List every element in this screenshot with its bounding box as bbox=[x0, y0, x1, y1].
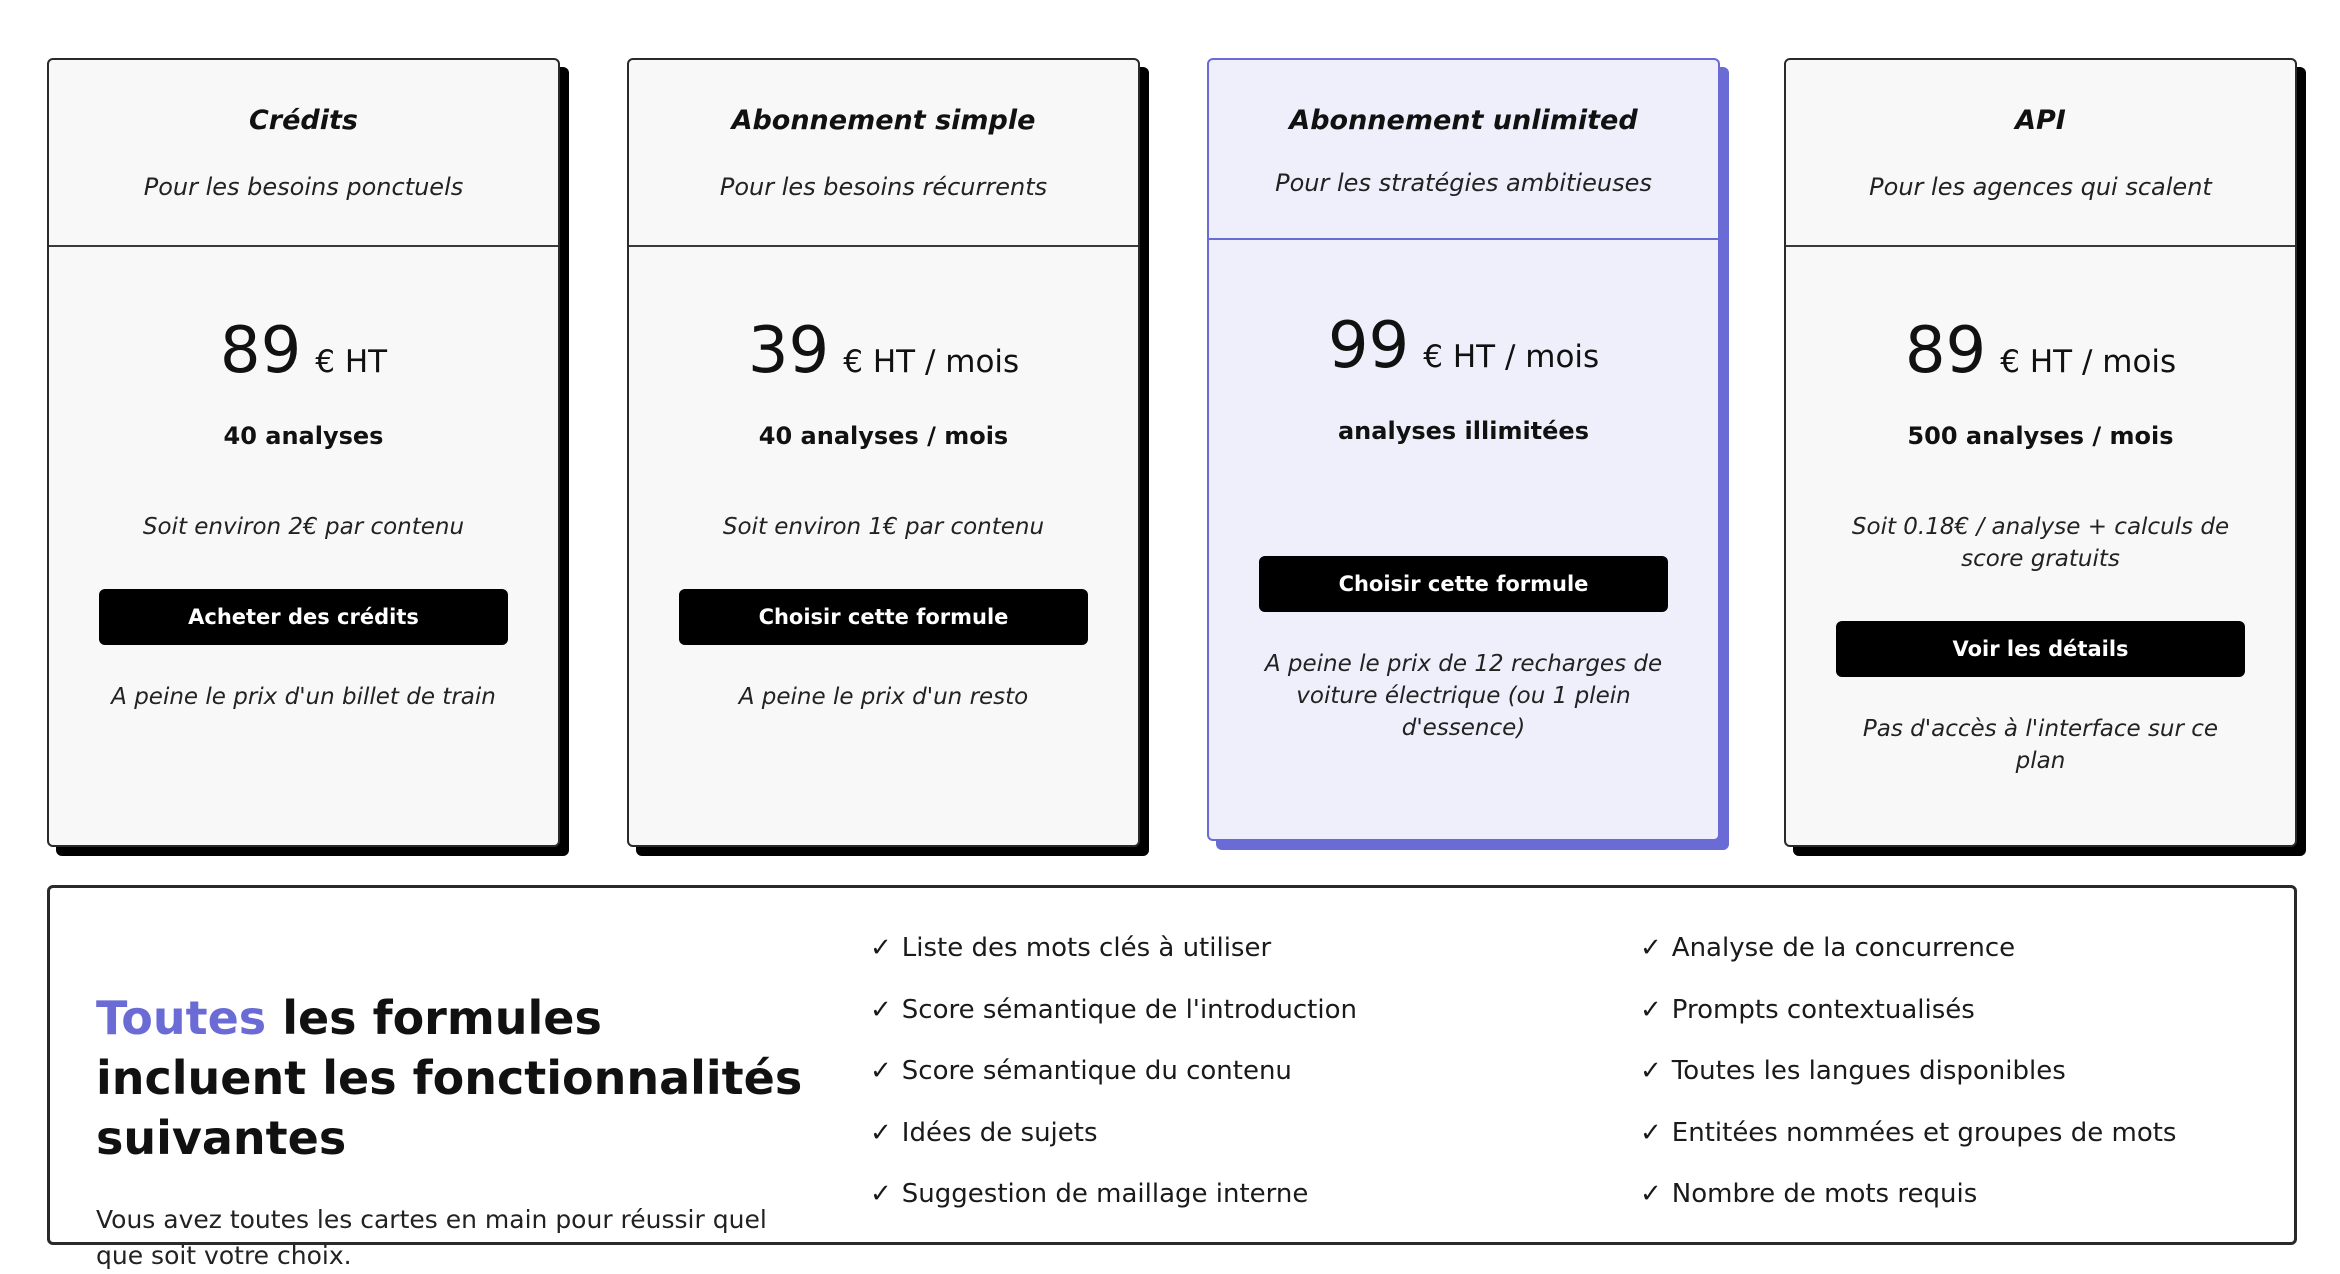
feature-label: Nombre de mots requis bbox=[1671, 1179, 1978, 1209]
feature-item bbox=[870, 1055, 1357, 1117]
plan-card-header bbox=[1786, 60, 2295, 247]
features-heading-accent: Toutes bbox=[96, 991, 267, 1045]
feature-item bbox=[1640, 1055, 2176, 1117]
feature-label: Score sémantique de l'introduction bbox=[901, 994, 1357, 1025]
plan-per-content: Soit environ 1€ par contenu bbox=[722, 514, 1045, 540]
price-amount: 89 bbox=[219, 314, 302, 388]
check-icon: ✓ bbox=[870, 994, 892, 1025]
feature-item bbox=[870, 1178, 1357, 1240]
price-amount: 89 bbox=[1904, 314, 1987, 388]
price-unit: € HT / mois bbox=[1423, 339, 1600, 375]
plan-price bbox=[1905, 315, 2176, 387]
buy-credits-button[interactable]: Acheter des crédits bbox=[99, 589, 508, 645]
features-list-right bbox=[1640, 932, 2176, 1240]
plan-card-unlimited bbox=[1207, 58, 1720, 841]
check-icon: ✓ bbox=[1640, 1179, 1662, 1209]
feature-item bbox=[1640, 1117, 2176, 1179]
choose-simple-plan-button[interactable]: Choisir cette formule bbox=[679, 589, 1088, 645]
plan-card-api bbox=[1784, 58, 2297, 847]
plan-subtitle: Pour les agences qui scalent bbox=[1869, 173, 2212, 201]
feature-label: Score sémantique du contenu bbox=[901, 1056, 1292, 1086]
feature-label: Entitées nommées et groupes de mots bbox=[1671, 1117, 2177, 1148]
check-icon: ✓ bbox=[1640, 1117, 1662, 1148]
plan-card-header bbox=[49, 60, 558, 247]
features-list-left bbox=[870, 932, 1357, 1240]
feature-label: Suggestion de maillage interne bbox=[901, 1179, 1309, 1209]
plan-card-simple bbox=[627, 58, 1140, 847]
plan-volume: 500 analyses / mois bbox=[1907, 422, 2174, 450]
plan-title: API bbox=[2015, 105, 2066, 136]
plan-footnote: Pas d'accès à l'interface sur ce plan bbox=[1862, 716, 2219, 774]
pricing-cards bbox=[47, 58, 2297, 847]
plan-price bbox=[220, 315, 387, 387]
plan-footnote: A peine le prix de 12 recharges de voiture électrique (ou 1 plein d'essence) bbox=[1264, 651, 1663, 741]
price-unit: € HT / mois bbox=[2000, 344, 2177, 380]
view-details-button[interactable]: Voir les détails bbox=[1836, 621, 2245, 677]
check-icon: ✓ bbox=[870, 1117, 892, 1148]
plan-card-body bbox=[629, 247, 1138, 845]
check-icon: ✓ bbox=[870, 1056, 892, 1086]
plan-card-header bbox=[629, 60, 1138, 247]
plan-card-header bbox=[1209, 60, 1718, 240]
price-amount: 39 bbox=[747, 314, 830, 388]
feature-label: Idées de sujets bbox=[901, 1117, 1098, 1148]
choose-unlimited-plan-button[interactable]: Choisir cette formule bbox=[1259, 556, 1668, 612]
plan-footnote: A peine le prix d'un resto bbox=[738, 684, 1029, 710]
plan-price bbox=[1328, 310, 1599, 382]
feature-item bbox=[1640, 1178, 2176, 1240]
check-icon: ✓ bbox=[870, 1179, 892, 1209]
feature-item bbox=[870, 932, 1357, 994]
feature-item bbox=[870, 994, 1357, 1056]
feature-label: Analyse de la concurrence bbox=[1671, 933, 2016, 963]
plan-per-content: Soit environ 2€ par contenu bbox=[142, 514, 465, 540]
price-amount: 99 bbox=[1327, 309, 1410, 383]
feature-item bbox=[1640, 932, 2176, 994]
feature-label: Toutes les langues disponibles bbox=[1671, 1056, 2066, 1086]
plan-subtitle: Pour les besoins ponctuels bbox=[143, 173, 464, 201]
features-heading-rest: les formules incluent les fonctionnalités suivantes bbox=[96, 991, 803, 1165]
check-icon: ✓ bbox=[1640, 1056, 1662, 1086]
features-description: Vous avez toutes les cartes en main pour réussir quel que soit votre choix. bbox=[96, 1205, 767, 1270]
plan-card-body bbox=[1786, 247, 2295, 845]
plan-card-body bbox=[49, 247, 558, 845]
plan-card-body bbox=[1209, 240, 1718, 839]
feature-item bbox=[1640, 994, 2176, 1056]
price-unit: € HT bbox=[315, 344, 388, 380]
plan-title: Crédits bbox=[248, 105, 358, 136]
plan-volume: analyses illimitées bbox=[1337, 417, 1589, 445]
check-icon: ✓ bbox=[1640, 933, 1662, 963]
plan-per-content: Soit 0.18€ / analyse + calculs de score gratuits bbox=[1851, 514, 2230, 572]
plan-title: Abonnement simple bbox=[731, 105, 1036, 136]
plan-volume: 40 analyses bbox=[223, 422, 384, 450]
plan-footnote: A peine le prix d'un billet de train bbox=[111, 684, 496, 710]
plan-subtitle: Pour les besoins récurrents bbox=[719, 173, 1048, 201]
plan-subtitle: Pour les stratégies ambitieuses bbox=[1275, 169, 1652, 197]
features-heading bbox=[96, 988, 816, 1168]
plan-volume: 40 analyses / mois bbox=[758, 422, 1009, 450]
feature-item bbox=[870, 1117, 1357, 1179]
plan-price bbox=[748, 315, 1019, 387]
plan-title: Abonnement unlimited bbox=[1289, 105, 1638, 136]
check-icon: ✓ bbox=[1640, 994, 1662, 1025]
feature-label: Liste des mots clés à utiliser bbox=[901, 933, 1272, 963]
feature-label: Prompts contextualisés bbox=[1671, 994, 1975, 1025]
plan-card-credits bbox=[47, 58, 560, 847]
features-intro bbox=[96, 988, 816, 1274]
features-section bbox=[47, 885, 2297, 1270]
price-unit: € HT / mois bbox=[843, 344, 1020, 380]
check-icon: ✓ bbox=[870, 933, 892, 963]
